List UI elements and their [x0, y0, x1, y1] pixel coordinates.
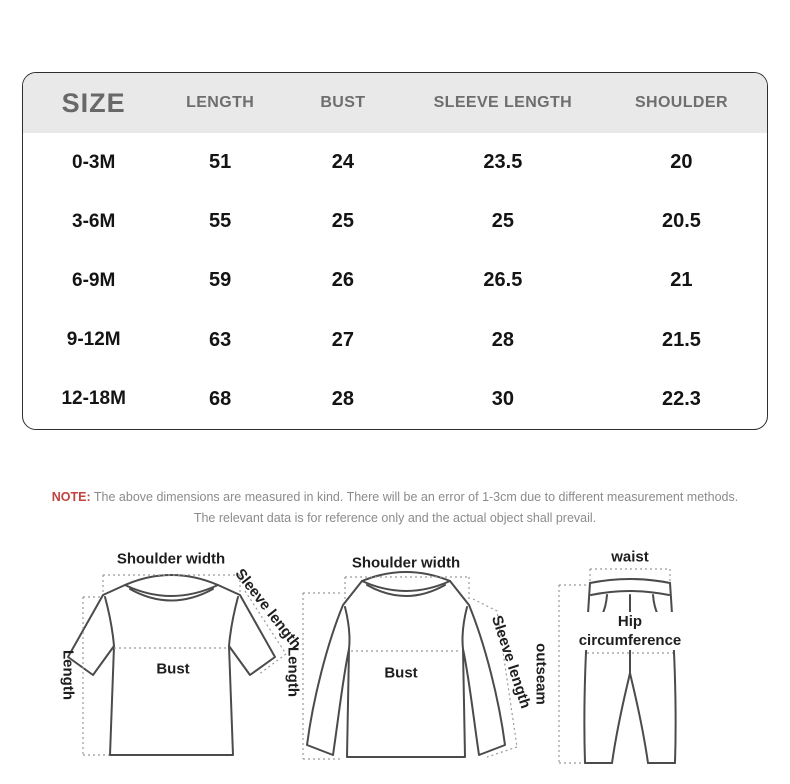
- bust-label: Bust: [384, 664, 418, 682]
- shoulder-cell: 21: [670, 269, 693, 292]
- bust-cell: 25: [331, 210, 355, 233]
- length-cell: 55: [209, 210, 232, 233]
- length-cell: 68: [209, 387, 232, 410]
- header-shoulder: SHOULDER: [596, 73, 767, 133]
- shoulder-width-label: Shoulder width: [351, 554, 461, 572]
- measurement-note: [0, 487, 790, 529]
- length-label: Length: [59, 650, 77, 700]
- bust-cell: 26: [331, 269, 355, 292]
- sleeve-length-cell: 26.5: [483, 269, 523, 292]
- long-sleeve-shirt-diagram: [281, 549, 535, 781]
- sleeve-length-cell: 28: [491, 328, 514, 351]
- bust-cell: 28: [331, 387, 355, 410]
- table-row: [23, 251, 767, 310]
- pants-right-inner: [630, 673, 648, 763]
- length-cell: 59: [209, 269, 232, 292]
- hip-label-line-2: circumference: [578, 632, 682, 649]
- header-size: SIZE: [23, 73, 164, 133]
- length-line: [83, 597, 109, 755]
- size-cell: 9-12M: [66, 329, 121, 351]
- sleeve-length-label: Sleeve length: [487, 613, 535, 711]
- size-cell: 6-9M: [72, 269, 116, 291]
- pants-waistband-top: [590, 579, 670, 583]
- length-cell: 63: [209, 328, 232, 351]
- size-cell: 12-18M: [61, 388, 126, 410]
- header-sleeve-length: SLEEVE LENGTH: [410, 73, 596, 133]
- hip-circumference-label: [577, 612, 684, 650]
- size-chart-table: [22, 72, 768, 430]
- size-cell: 3-6M: [72, 210, 116, 232]
- note-text-1: The above dimensions are measured in kind. There will be an error of 1-3cm due to different measurement methods.: [93, 490, 739, 504]
- pants-left-outer: [584, 583, 590, 763]
- note-line-1: [0, 487, 790, 508]
- pants-left-inner: [612, 673, 630, 763]
- header-length: LENGTH: [164, 73, 276, 133]
- shirt-right-seam: [463, 607, 468, 649]
- sleeve-length-cell: 25: [491, 210, 514, 233]
- hip-label-line-1: Hip: [617, 613, 643, 630]
- tshirt-right-seam: [229, 597, 238, 646]
- sleeve-length-cell: 30: [491, 387, 514, 410]
- shoulder-cell: 20.5: [661, 210, 701, 233]
- table-row: [23, 311, 767, 370]
- sleeve-length-label: Sleeve length: [231, 565, 305, 653]
- pants-diagram: [515, 549, 745, 781]
- size-cell: 0-3M: [72, 151, 116, 173]
- table-row: [23, 133, 767, 192]
- length-cell: 51: [209, 151, 232, 174]
- shirt-left-seam: [345, 607, 350, 649]
- bust-cell: 24: [331, 151, 355, 174]
- length-label: Length: [284, 647, 302, 697]
- shoulder-cell: 20: [670, 151, 693, 174]
- waist-label: waist: [611, 548, 649, 566]
- shoulder-width-label: Shoulder width: [116, 550, 226, 568]
- shoulder-cell: 22.3: [661, 387, 701, 410]
- table-row: [23, 192, 767, 251]
- note-label: NOTE:: [51, 490, 91, 504]
- shoulder-width-line: [103, 575, 240, 593]
- pants-right-outer: [670, 583, 676, 763]
- bust-cell: 27: [331, 328, 355, 351]
- short-sleeve-shirt-diagram: [46, 549, 305, 781]
- note-line-2: The relevant data is for reference only and the actual object shall prevail.: [193, 511, 597, 525]
- tshirt-collar-outer: [125, 575, 218, 585]
- table-row: [23, 370, 767, 429]
- table-header-row: [23, 73, 767, 133]
- pants-drawing: [515, 549, 745, 781]
- shoulder-cell: 21.5: [661, 328, 701, 351]
- header-bust: BUST: [276, 73, 410, 133]
- measurement-diagrams: [0, 549, 790, 784]
- bust-label: Bust: [156, 660, 190, 678]
- tshirt-left-seam: [105, 597, 114, 646]
- sleeve-length-cell: 23.5: [483, 151, 523, 174]
- outseam-label: outseam: [532, 643, 550, 705]
